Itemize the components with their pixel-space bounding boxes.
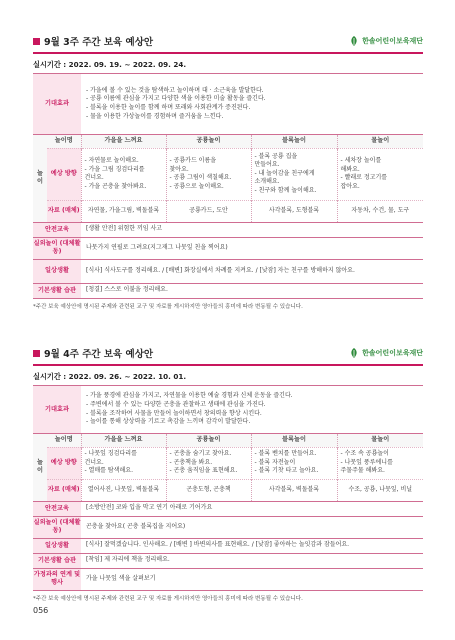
square-bullet-icon — [33, 350, 40, 357]
brand-name: 한솔어린이보육재단 — [362, 37, 423, 45]
method-line: - 빨래로 정고기를 — [340, 174, 388, 182]
materials-cell: 사각블록, 벽돌블록 — [251, 479, 337, 501]
materials-cell: 곤충도형, 곤충책 — [166, 479, 251, 501]
info-row-text: 가을 나뭇잎 색을 살펴보기 — [81, 568, 423, 590]
expected-method-label: 예상 방향 — [47, 148, 81, 200]
info-row-text: [착임] 제 자리에 책을 정리해요. — [81, 553, 423, 568]
method-cell — [166, 148, 251, 200]
section-title-text: 9월 3주 주간 보육 예상안 — [44, 37, 154, 48]
play-name: 공룡놀이 — [166, 135, 251, 149]
method-cell — [81, 148, 166, 200]
brand-logo — [348, 347, 423, 359]
materials-row — [33, 200, 423, 222]
play-name-row — [33, 135, 423, 149]
info-row-text: [소방안전] 코와 입을 막고 연기 아래로 기어가요 — [81, 501, 423, 516]
info-row-text: 곤충을 찾아요( 곤충 블록집을 지어요) — [81, 516, 423, 538]
method-line: - 자연물로 놀이해요. — [84, 156, 139, 164]
method-line: - 공룡 그림이 색칠해요. — [169, 174, 232, 182]
play-side-label — [33, 135, 47, 223]
method-line: - 수조 속 공룡놀이 — [340, 450, 389, 458]
method-line: - 공룡으로 놀이해요. — [169, 182, 224, 190]
info-row-label: 일상생활 — [33, 538, 81, 553]
play-name: 공룡놀이 — [166, 434, 251, 448]
section-title — [33, 346, 153, 360]
method-line: - 블록 기찻 타고 놀아요. — [254, 467, 319, 475]
play-name-label: 놀이명 — [47, 434, 81, 448]
section-rule — [33, 52, 423, 54]
method-line: - 나뭇잎 징검다리를 — [84, 450, 137, 458]
method-line: 찾아요. — [169, 165, 189, 173]
method-line: - 친구와 함께 놀이해요. — [254, 186, 317, 194]
method-line: 소개해요. — [254, 178, 280, 186]
expected-effect-content — [81, 74, 423, 135]
info-row-text: [생활 안전] 위험한 끼임 사고 — [81, 222, 423, 237]
play-name: 가을을 느껴요 — [81, 135, 166, 149]
leaf-logo-icon — [348, 347, 360, 359]
method-cell — [251, 447, 337, 479]
info-row — [33, 516, 423, 538]
materials-row — [33, 479, 423, 501]
play-name: 블록놀이 — [251, 135, 337, 149]
method-line: - 곤충 움직임을 표현해요. — [169, 467, 238, 475]
section-header — [33, 345, 423, 361]
effect-line: - 블록을 조작하여 사물을 만들어 놀이하면서 창의력을 향상 시킨다. — [86, 409, 262, 417]
plan-table — [33, 73, 423, 299]
section-title-text: 9월 4주 주간 보육 예상안 — [44, 349, 154, 360]
weekly-plan-section — [33, 345, 423, 602]
materials-cell: 공룡카드, 도안 — [166, 200, 251, 222]
method-line: - 열매를 탐색해요. — [84, 467, 133, 475]
effect-line: - 주변에서 볼 수 있는 다양한 곤충을 관찰하고 생태에 관심을 가진다. — [86, 400, 266, 408]
info-row-label: 안전교육 — [33, 222, 81, 237]
play-name: 물놀이 — [337, 135, 423, 149]
plan-table — [33, 385, 423, 591]
effect-line: - 놀이를 통해 상상력을 기르고 촉감을 느끼며 감각이 발달한다. — [86, 418, 251, 426]
materials-label: 자료 (매체) — [47, 479, 81, 501]
effect-line: - 공룡 이름에 관심을 가지고 다양한 색을 이용한 미술 활동을 즐긴다. — [86, 95, 266, 103]
info-row-label: 실외놀이 (대체활동) — [33, 516, 81, 538]
expected-method-label: 예상 방향 — [47, 447, 81, 479]
effect-line: - 가을 풍경에 관심을 가지고, 자연물을 이용한 예술 경험과 신체 운동을 즐긴다. — [86, 392, 293, 400]
info-row — [33, 553, 423, 568]
method-cell — [337, 447, 423, 479]
section-header — [33, 33, 423, 49]
method-cell — [166, 447, 251, 479]
effect-line: - 가을에 볼 수 있는 것을 탐색하고 놀이하며 대 · 소근육을 발달한다. — [86, 86, 264, 94]
method-cell — [81, 447, 166, 479]
method-line: 해봐요. — [340, 165, 360, 173]
materials-cell: 수조, 공룡, 나뭇잎, 비닐 — [337, 479, 423, 501]
play-name: 물놀이 — [337, 434, 423, 448]
method-line: - 나뭇잎 풍루에니를 — [340, 458, 393, 466]
period-text: 실시기간 : 2022. 09. 26. ~ 2022. 10. 01. — [33, 372, 187, 381]
method-line: - 세차장 놀이를 — [340, 156, 382, 164]
info-row-label: 기본생활 습관 — [33, 283, 81, 298]
materials-cell: 자연물, 가을그림, 벽돌블록 — [81, 200, 166, 222]
materials-cell: 사각블록, 도형블록 — [251, 200, 337, 222]
period-text: 실시기간 : 2022. 09. 19. ~ 2022. 09. 24. — [33, 60, 187, 69]
info-row-label: 실외놀이 (대체활동) — [33, 237, 81, 259]
info-row-label: 일상생활 — [33, 259, 81, 283]
method-line: - 가을 곤충을 찾아봐요. — [84, 182, 147, 190]
method-line: - 블록 벤치를 만들어요. — [254, 450, 317, 458]
info-row — [33, 237, 423, 259]
materials-cell: 자동차, 수건, 물, 도구 — [337, 200, 423, 222]
brand-name: 한솔어린이보육재단 — [362, 349, 423, 357]
method-line: - 내 놀이감을 친구에게 — [254, 169, 315, 177]
info-row — [33, 283, 423, 298]
info-row-label: 안전교육 — [33, 501, 81, 516]
weekly-plan-section — [33, 33, 423, 310]
method-cell — [251, 148, 337, 200]
info-row — [33, 568, 423, 590]
expected-effect-row — [33, 74, 423, 135]
footnote: *주간 보육 예상안에 명시된 주제와 관련된 교구 및 자료를 게시하지만 영아들의 흥미에 따라 변동될 수 있습니다. — [33, 303, 303, 310]
play-side-text: 놀이 — [37, 169, 43, 186]
expected-effect-label: 기대효과 — [33, 74, 81, 135]
expected-effect-row — [33, 386, 423, 434]
method-line: - 가을 그림 징검다리를 — [84, 165, 145, 173]
info-row-text: [청결] 스스로 이불을 정리해요. — [81, 283, 423, 298]
expected-effect-content — [81, 386, 423, 434]
footnote: *주간 보육 예상안에 명시된 주제와 관련된 교구 및 자료를 게시하지만 영아들의 흥미에 따라 변동될 수 있습니다. — [33, 595, 303, 602]
square-bullet-icon — [33, 38, 40, 45]
play-name-label: 놀이명 — [47, 135, 81, 149]
section-rule — [33, 364, 423, 366]
info-row-label: 가정과의 연계 및 행사 — [33, 568, 81, 590]
play-name: 가을을 느껴요 — [81, 434, 166, 448]
method-line: - 블록 자전놀이 — [254, 458, 296, 466]
method-line: 만들어요. — [254, 161, 280, 169]
play-side-label — [33, 434, 47, 502]
info-row — [33, 259, 423, 283]
method-line: - 곤충을 숨기고 찾아요. — [169, 450, 232, 458]
method-line: 건너요. — [84, 174, 104, 182]
play-name: 블록놀이 — [251, 434, 337, 448]
method-line: - 곤충책을 봐요. — [169, 458, 213, 466]
expected-method-row — [33, 447, 423, 479]
expected-method-row — [33, 148, 423, 200]
play-name-row — [33, 434, 423, 448]
method-line: - 블록 공룡 집을 — [254, 152, 298, 160]
info-row — [33, 222, 423, 237]
info-row-text: [식사] 식사도구를 정리해요. / [배변] 화장실에서 차례를 지켜요. / [낮잠] 자는 친구를 방해하지 않아요. — [81, 259, 423, 283]
method-line: - 공룡카드 이름을 — [169, 156, 217, 164]
info-row — [33, 501, 423, 516]
method-line: 잡아요. — [340, 182, 360, 190]
page-number: 056 — [33, 606, 49, 615]
materials-cell: 열어사진, 나뭇잎, 벽돌블록 — [81, 479, 166, 501]
play-side-text: 놀이 — [37, 458, 43, 475]
method-line: 주물주물 해봐요. — [340, 467, 385, 475]
method-line: 건너요. — [84, 458, 104, 466]
effect-line: - 물을 이용한 가상놀이를 경험하며 즐거움을 느낀다. — [86, 112, 224, 120]
materials-label: 자료 (매체) — [47, 200, 81, 222]
leaf-logo-icon — [348, 35, 360, 47]
info-row-label: 기본생활 습관 — [33, 553, 81, 568]
method-cell — [337, 148, 423, 200]
section-title — [33, 34, 153, 48]
brand-logo — [348, 35, 423, 47]
info-row-text: [식사] 잘먹겠습니다. 인사해요. / [배변 ] 바변의사를 표현해요. / [낮잠] 좋아하는 놀잇감과 잠들어요. — [81, 538, 423, 553]
effect-line: - 블록을 이용한 놀이를 함께 하며 또래와 사회관계가 증진된다. — [86, 104, 251, 111]
info-row — [33, 538, 423, 553]
expected-effect-label: 기대효과 — [33, 386, 81, 434]
info-row-text: 나뭇가지 연필로 그려요(지그재그 나뭇잎 친을 찍어요) — [81, 237, 423, 259]
